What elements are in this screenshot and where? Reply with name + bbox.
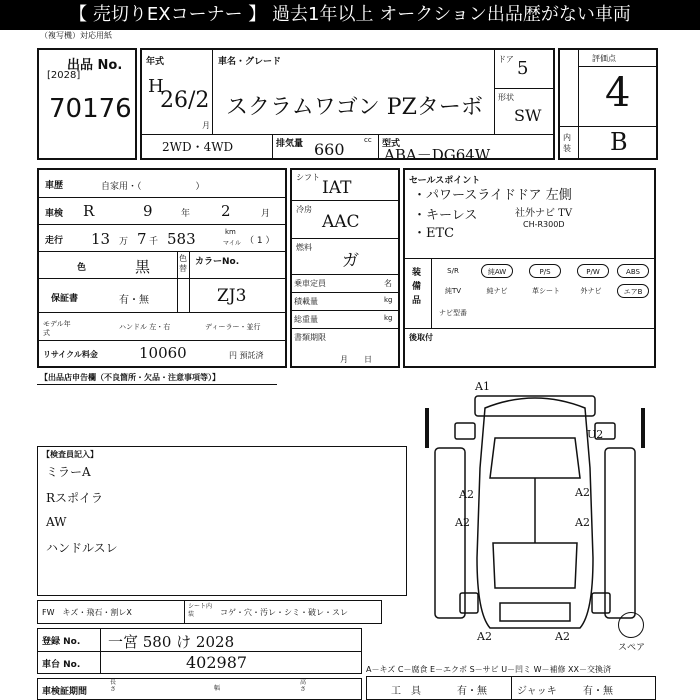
mark-right-1: A2 (575, 486, 590, 499)
jack-label: ジャッキ (517, 686, 557, 697)
cert-col-3: 高さ (300, 679, 307, 693)
sales-point-3: ・ETC (413, 226, 455, 241)
car-outline (435, 396, 635, 628)
eq-airbag: エアB (617, 284, 649, 298)
mileage-rest: 583 (167, 230, 196, 248)
aircon-value: AAC (322, 212, 360, 232)
sales-point-2: ・キーレス (413, 208, 478, 223)
mileage-sen: 7 (137, 230, 147, 248)
inspector-note-4: ハンドルスレ (46, 541, 118, 555)
body-type-label: 形状 (498, 93, 514, 102)
sales-point-nav: 社外ナビ TV (515, 208, 573, 219)
registration-label: 登録 No. (42, 637, 81, 647)
banner: 【 売切りEXコーナー 】 過去1年以上 オークション出品歴がない車両 (0, 0, 700, 30)
colorno-value: ZJ3 (217, 286, 247, 306)
doors-value: 5 (517, 58, 529, 79)
chassis-label: 車台 No. (42, 660, 81, 670)
top-info (140, 48, 555, 164)
mark-front: A1 (475, 380, 490, 393)
history-value: 自家用・（ ） (101, 182, 205, 192)
eq-ext-nav: 外ナビ (580, 287, 602, 295)
spare-tire (618, 612, 644, 638)
sales-points-label: セールスポイント (409, 176, 481, 186)
recycle-label: リサイクル料金 (43, 350, 98, 359)
shift-value: IAT (322, 178, 352, 198)
mark-rear-left: A2 (477, 630, 492, 643)
inspection-year: 9 (143, 202, 153, 220)
eq-sr: S/R (447, 267, 459, 275)
eq-nav: 純ナビ (486, 287, 508, 295)
eq-tv: 純TV (444, 287, 462, 295)
warranty-label: 保証書 (51, 294, 79, 304)
load-label: 積載量 (294, 297, 318, 306)
model-code-label: 型式 (382, 139, 401, 149)
load-unit: kg (384, 296, 393, 304)
capacity-unit: 名 (384, 279, 392, 288)
eq-nav-model: ナビ型番 (439, 309, 467, 317)
color-change-label: 色替 (179, 254, 187, 273)
mileage-paren: （ 1 ） (245, 236, 275, 246)
inspector-note-2: Rスポイラ (46, 491, 104, 505)
mark-left-2: A2 (455, 516, 470, 529)
eq-ps: P/S (529, 264, 561, 278)
sales-point-1: ・パワースライドドア 左側 (413, 188, 572, 203)
mark-rear-right: A2 (555, 630, 570, 643)
chassis-value: 402987 (186, 653, 248, 672)
shift-label: シフト (296, 173, 320, 182)
fuel-value: ガ (342, 251, 359, 271)
condition-label: FW キズ・飛石・割レX (42, 608, 132, 617)
warranty-value: 有・無 (119, 295, 149, 306)
lot-box (37, 48, 137, 160)
cert-label: 車検証期間 (42, 687, 88, 697)
seat-value: コゲ・穴・汚レ・シミ・破レ・スレ (220, 608, 348, 617)
weight-label: 総重量 (294, 315, 318, 324)
lot-label: 出品 No. (67, 58, 123, 73)
condition-row (37, 600, 382, 624)
model-row-label: モデル年式 (43, 320, 71, 337)
after-install-label: 後取付 (409, 333, 433, 342)
mileage-label: 走行 (45, 236, 64, 246)
model-name-value: スクラムワゴン PZターボ (226, 95, 483, 120)
eq-aw: 純AW (481, 264, 513, 278)
color-label: 色 (77, 263, 87, 273)
color-value: 黒 (135, 258, 151, 276)
registration-value: 一宮 580 け 2028 (108, 633, 235, 651)
score-box (558, 48, 658, 160)
year-value: 26/2 (160, 88, 210, 113)
history-label: 車歴 (45, 181, 64, 191)
cert-block (37, 678, 362, 700)
jack-value: 有・無 (583, 686, 613, 697)
weight-unit: kg (384, 314, 393, 322)
score-value: 4 (605, 70, 631, 116)
lot-number: 70176 (49, 94, 132, 124)
eq-abs: ABS (617, 264, 649, 278)
cert-col-1: 長さ (110, 679, 117, 693)
eq-pw: P/W (577, 264, 609, 278)
doors-label: ドア (498, 55, 514, 64)
mark-left-1: A2 (459, 488, 474, 501)
mark-right-2: A2 (575, 516, 590, 529)
sales-equipment (403, 168, 656, 368)
inspector-notes-label: 【検査員記入】 (42, 450, 98, 459)
interior-value: B (610, 128, 628, 156)
mileage-man: 13 (91, 230, 111, 248)
tools-jack (366, 676, 656, 700)
mark-right: U2 (587, 428, 604, 441)
recycle-unit: 円 預託済 (229, 351, 264, 360)
damage-diagram (415, 378, 655, 648)
aircon-label: 冷房 (296, 205, 312, 214)
model-code-value: ABA－DG64W (384, 146, 491, 164)
wheels (425, 408, 645, 448)
model-row-dealer: ディーラー・並行 (205, 323, 261, 331)
model-row-handle: ハンドル 左・右 (119, 323, 171, 331)
inspection-month: 2 (221, 202, 231, 220)
docs-label: 書類期限 (294, 333, 326, 342)
cert-col-2: 幅 (214, 685, 221, 692)
mileage-km: km (225, 228, 236, 236)
year-label: 年式 (146, 57, 165, 67)
inspector-note-3: AW (46, 515, 67, 529)
inspection-month-unit: 月 (261, 209, 271, 219)
recycle-value: 10060 (139, 344, 187, 362)
colorno-label: カラーNo. (195, 257, 240, 267)
year-era: H (148, 76, 164, 97)
displacement-label: 排気量 (276, 139, 304, 149)
vehicle-details (37, 168, 287, 368)
year-unit: 月 (202, 121, 210, 130)
docs-unit: 月 日 (340, 355, 372, 364)
registration-block (37, 628, 362, 674)
equipment-label: 装備品 (412, 268, 422, 306)
sales-point-nav-model: CH-R300D (523, 220, 565, 229)
seller-notes-label: 【出品店申告欄（不良箇所・欠品・注意事項等）】 (40, 373, 220, 382)
mileage-sen-unit: 千 (149, 237, 159, 247)
inspection-era: R (83, 202, 95, 220)
capacity-label: 乗車定員 (294, 279, 326, 288)
interior-label: 内装 (563, 133, 571, 153)
inspector-notes (37, 446, 407, 596)
legend: A－キズ C－腐食 E－エクボ S－サビ U－凹ミ W－補修 XX－交換済 (366, 665, 612, 674)
displacement-unit: cc (364, 136, 372, 144)
mileage-man-unit: 万 (119, 237, 129, 247)
seat-label: シート内装 (188, 603, 213, 618)
drive-value: 2WD・4WD (162, 140, 234, 154)
body-type-value: SW (514, 106, 542, 125)
inspector-note-1: ミラーA (46, 465, 91, 479)
inspection-year-unit: 年 (181, 209, 191, 219)
mileage-mile: マイル (223, 240, 241, 247)
tools-label: 工 具 (391, 686, 421, 697)
model-name-label: 車名・グレード (218, 57, 282, 67)
displacement-value: 660 (314, 140, 345, 159)
inspection-label: 車検 (45, 209, 64, 219)
eq-leather: 革シート (532, 287, 560, 295)
fuel-label: 燃料 (296, 243, 312, 252)
spec-block (290, 168, 400, 368)
sheet-note: （複写機）対応用紙 (40, 31, 112, 40)
score-label: 評価点 (592, 54, 616, 63)
lot-sub-no: [2028] (47, 70, 81, 81)
spare-label: スペア (618, 643, 646, 653)
tools-value: 有・無 (457, 686, 487, 697)
